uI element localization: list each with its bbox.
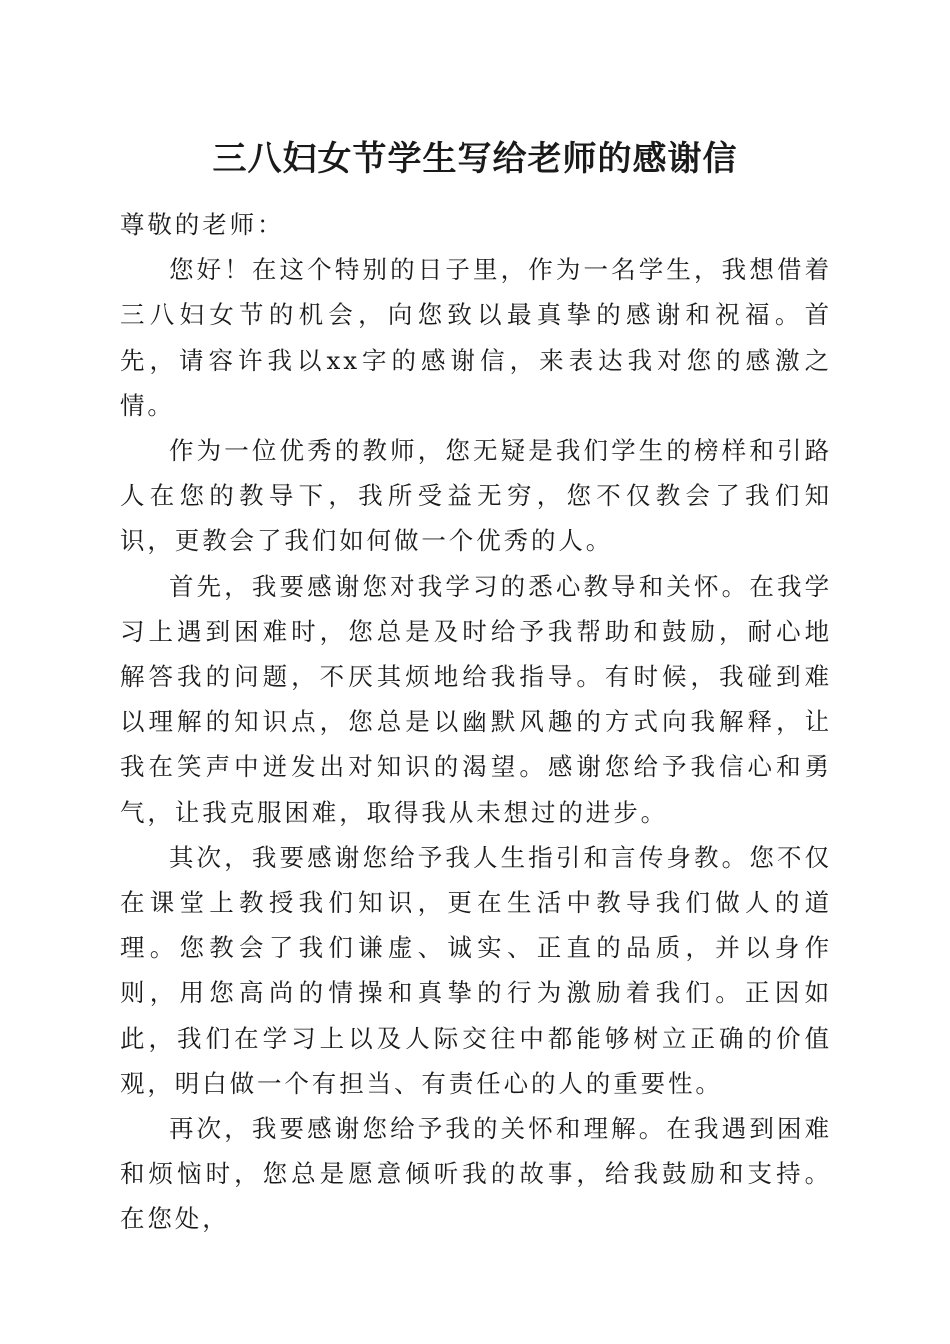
paragraph-study-guidance: 首先，我要感谢您对我学习的悉心教导和关怀。在我学习上遇到困难时，您总是及时给予我帮助和鼓励，耐心地解答我的问题，不厌其烦地给我指导。有时候，我碰到难以理解的知识点，您总是以幽默风趣的方式向我解释，让我在笑声中迸发出对知识的渴望。感谢您给予我信心和勇气，让我克服困难，取得我从未想过的进步。 — [120, 571, 832, 827]
paragraph-care-understanding: 再次，我要感谢您给予我的关怀和理解。在我遇到困难和烦恼时，您总是愿意倾听我的故事，给我鼓励和支持。在您处， — [120, 1114, 832, 1234]
salutation: 尊敬的老师： — [120, 210, 285, 239]
paragraph-role-model: 作为一位优秀的教师，您无疑是我们学生的榜样和引路人在您的教导下，我所受益无穷，您不仅教会了我们知识，更教会了我们如何做一个优秀的人。 — [120, 436, 832, 556]
letter-body — [120, 202, 832, 1242]
paragraph-life-guidance: 其次，我要感谢您给予我人生指引和言传身教。您不仅在课堂上教授我们知识，更在生活中教导我们做人的道理。您教会了我们谦虚、诚实、正直的品质，并以身作则，用您高尚的情操和真挚的行为激励着我们。正因如此，我们在学习上以及人际交往中都能够树立正确的价值观，明白做一个有担当、有责任心的人的重要性。 — [120, 842, 832, 1098]
document-title: 三八妇女节学生写给老师的感谢信 — [212, 139, 738, 179]
paragraph-greeting: 您好！在这个特别的日子里，作为一名学生，我想借着三八妇女节的机会，向您致以最真挚的感谢和祝福。首先，请容许我以xx字的感谢信，来表达我对您的感激之情。 — [120, 255, 832, 420]
